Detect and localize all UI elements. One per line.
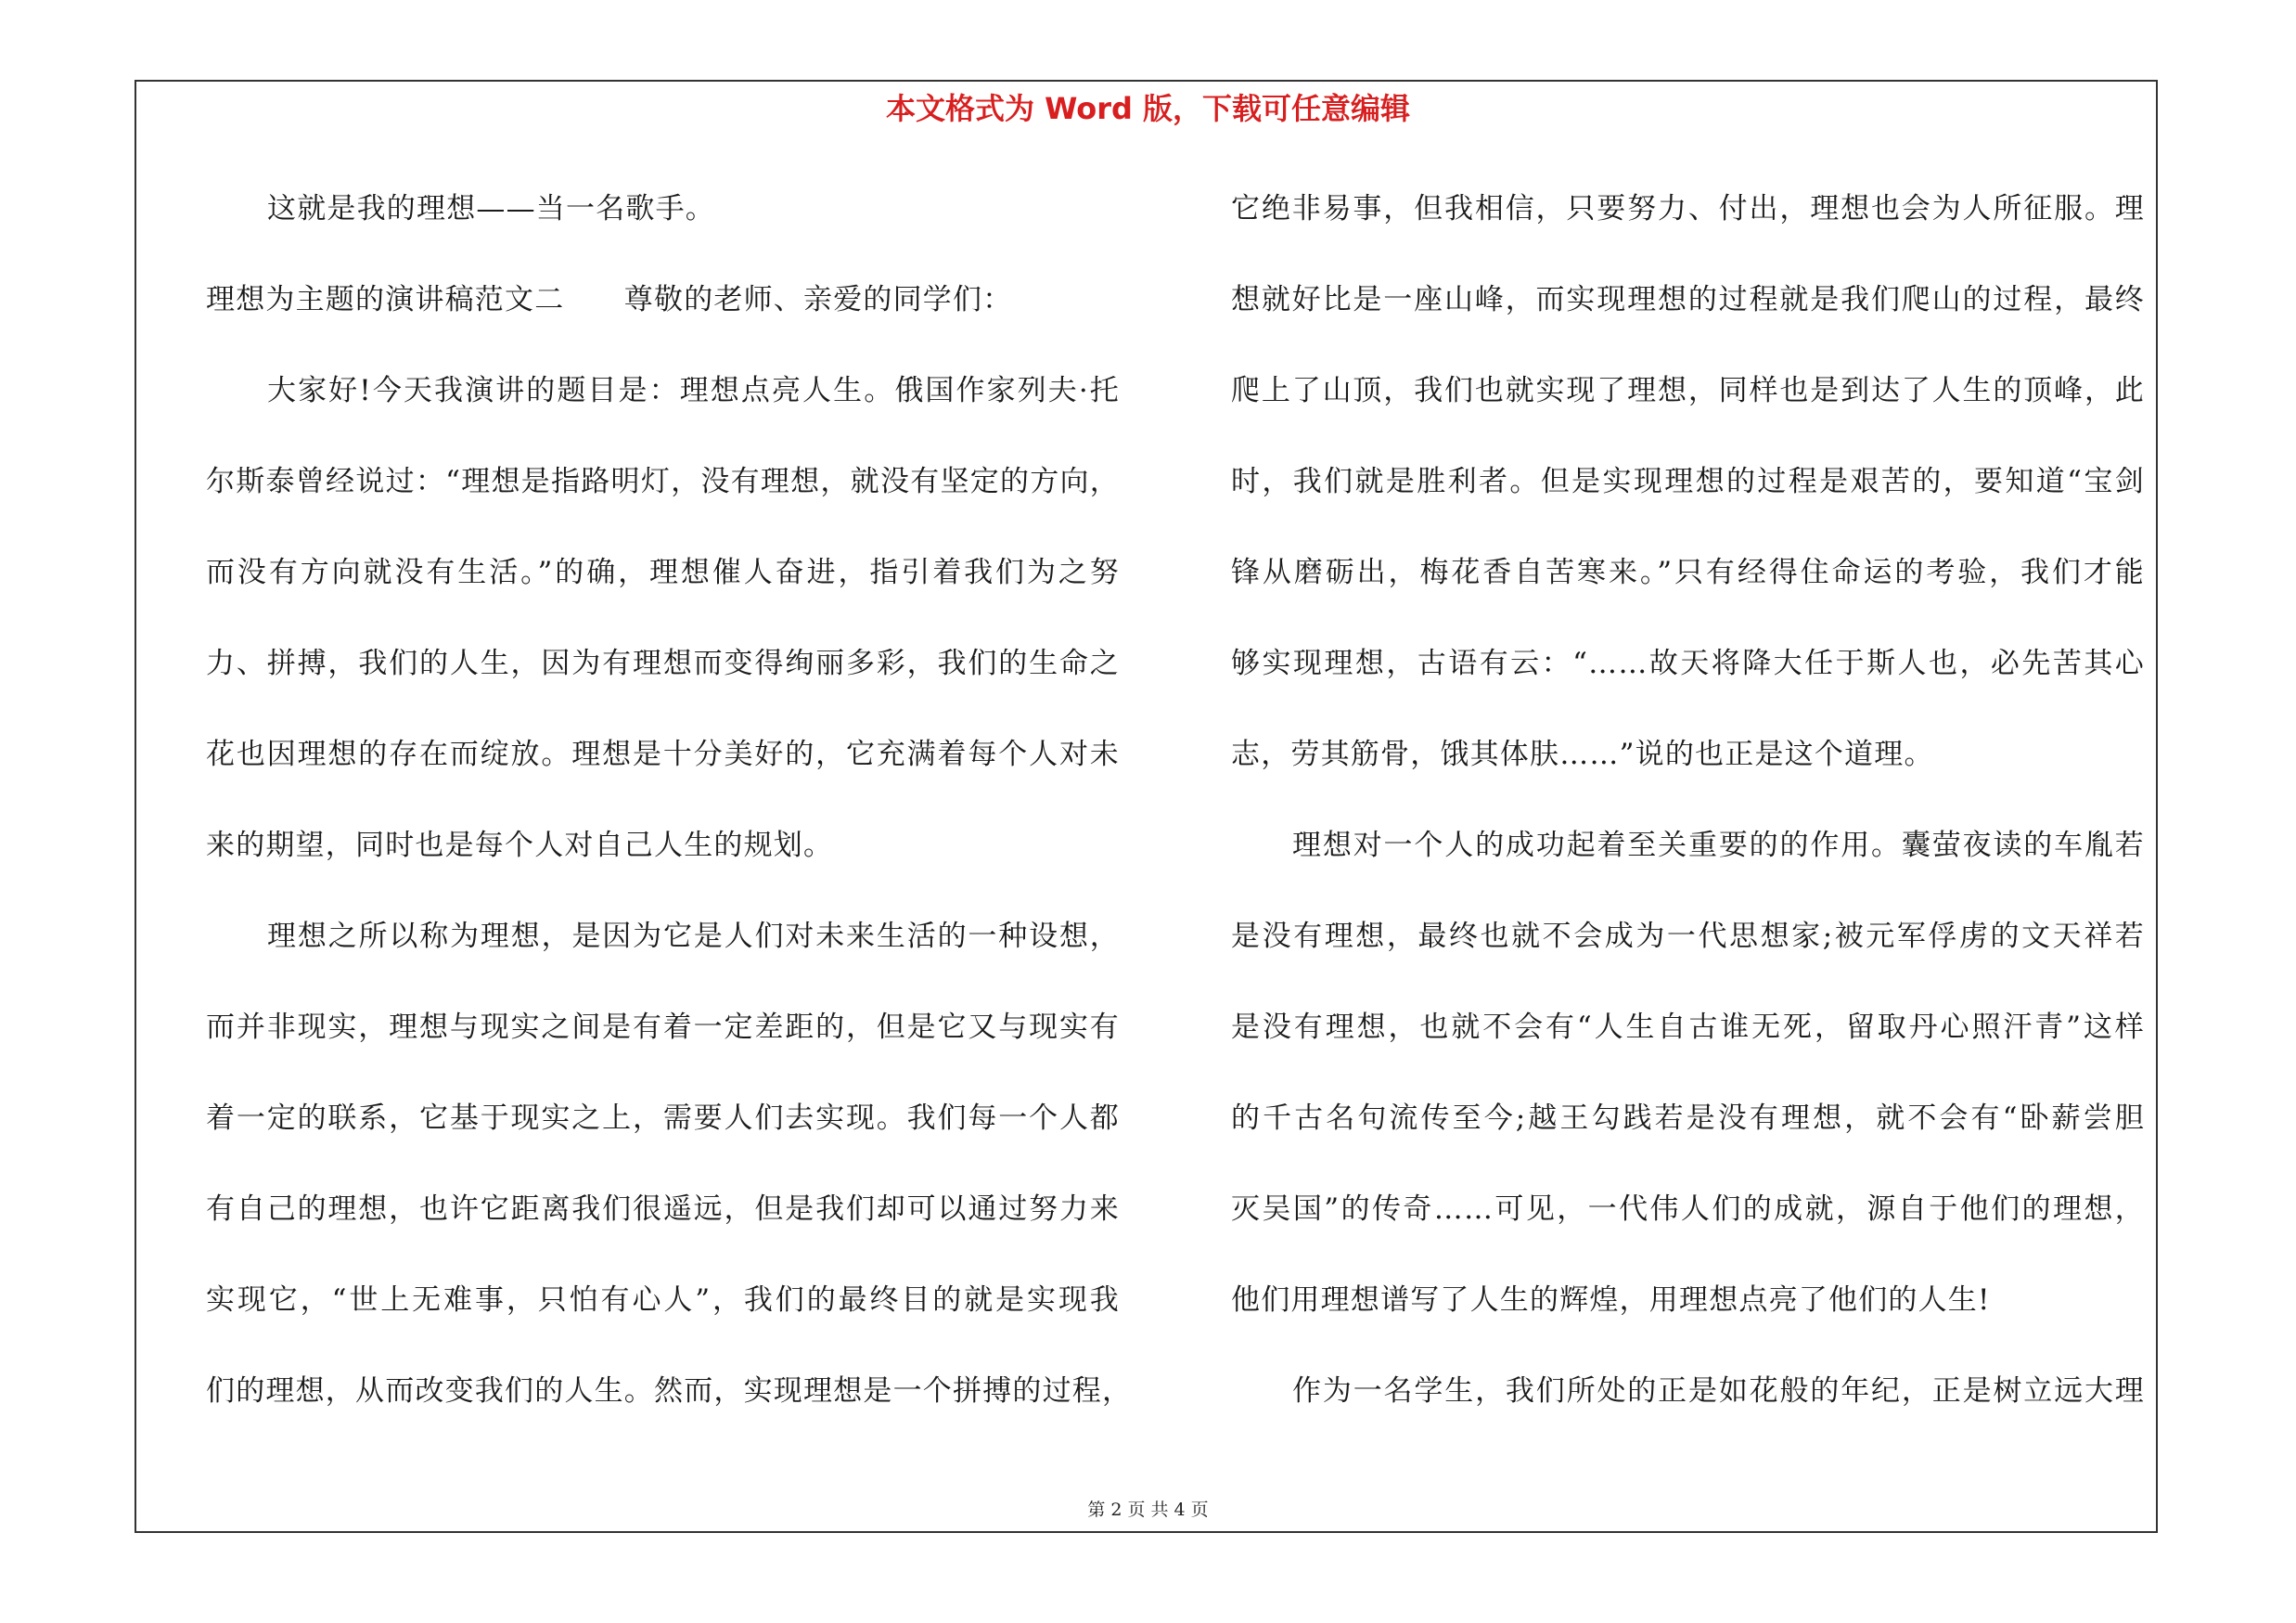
text-line: 锋从磨砺出，梅花香自苦寒来。”只有经得住命运的考验，我们才能 [1231, 556, 2145, 589]
text-line: 有自己的理想，也许它距离我们很遥远，但是我们却可以通过努力来 [206, 1192, 1120, 1226]
text-line: 而并非现实，理想与现实之间是有着一定差距的，但是它又与现实有 [206, 1011, 1120, 1044]
text-line: 花也因理想的存在而绽放。理想是十分美好的，它充满着每个人对未 [206, 738, 1120, 771]
left-text-column [206, 184, 1133, 1457]
text-line: 是没有理想，也就不会有“人生自古谁无死，留取丹心照汗青”这样 [1231, 1011, 2145, 1044]
text-line: 作为一名学生，我们所处的正是如花般的年纪，正是树立远大理 [1292, 1374, 2145, 1408]
text-line: 实现它，“世上无难事，只怕有心人”，我们的最终目的就是实现我 [206, 1283, 1120, 1317]
text-line: 来的期望，同时也是每个人对自己人生的规划。 [206, 829, 834, 862]
text-line: 大家好!今天我演讲的题目是：理想点亮人生。俄国作家列夫·托 [267, 374, 1120, 407]
text-line: 力、拼搏，我们的人生，因为有理想而变得绚丽多彩，我们的生命之 [206, 647, 1120, 680]
text-line: 时，我们就是胜利者。但是实现理想的过程是艰苦的，要知道“宝剑 [1231, 465, 2145, 498]
right-text-column [1231, 184, 2145, 1457]
text-line: 们的理想，从而改变我们的人生。然而，实现理想是一个拼搏的过程， [206, 1374, 1133, 1408]
text-line: 够实现理想，古语有云：“……故天将降大任于斯人也，必先苦其心 [1231, 647, 2145, 680]
text-line: 着一定的联系，它基于现实之上，需要人们去实现。我们每一个人都 [206, 1101, 1120, 1135]
text-line: 他们用理想谱写了人生的辉煌，用理想点亮了他们的人生! [1231, 1283, 1991, 1317]
text-line: 而没有方向就没有生活。”的确，理想催人奋进，指引着我们为之努 [206, 556, 1120, 589]
text-line: 它绝非易事，但我相信，只要努力、付出，理想也会为人所征服。理 [1231, 192, 2145, 225]
text-line: 的千古名句流传至今;越王勾践若是没有理想，就不会有“卧薪尝胆 [1231, 1101, 2145, 1135]
text-line: 这就是我的理想——当一名歌手。 [267, 192, 715, 225]
text-line: 想就好比是一座山峰，而实现理想的过程就是我们爬山的过程，最终 [1231, 283, 2145, 316]
text-line: 是没有理想，最终也就不会成为一代思想家;被元军俘虏的文天祥若 [1231, 920, 2145, 953]
text-line: 志，劳其筋骨，饿其体肤……”说的也正是这个道理。 [1231, 738, 1934, 771]
word-format-banner: 本文格式为 Word 版，下载可任意编辑 [885, 91, 1411, 126]
text-line: 尔斯泰曾经说过：“理想是指路明灯，没有理想，就没有坚定的方向， [206, 465, 1120, 498]
text-line: 理想之所以称为理想，是因为它是人们对未来生活的一种设想， [267, 920, 1120, 953]
text-line: 爬上了山顶，我们也就实现了理想，同样也是到达了人生的顶峰，此 [1231, 374, 2145, 407]
text-line: 理想为主题的演讲稿范文二 尊敬的老师、亲爱的同学们： [206, 283, 1013, 316]
text-line: 理想对一个人的成功起着至关重要的的作用。囊萤夜读的车胤若 [1292, 829, 2145, 862]
page-number-footer: 第 2 页 共 4 页 [1087, 1500, 1209, 1520]
text-line: 灭吴国”的传奇……可见，一代伟人们的成就，源自于他们的理想， [1231, 1192, 2145, 1226]
